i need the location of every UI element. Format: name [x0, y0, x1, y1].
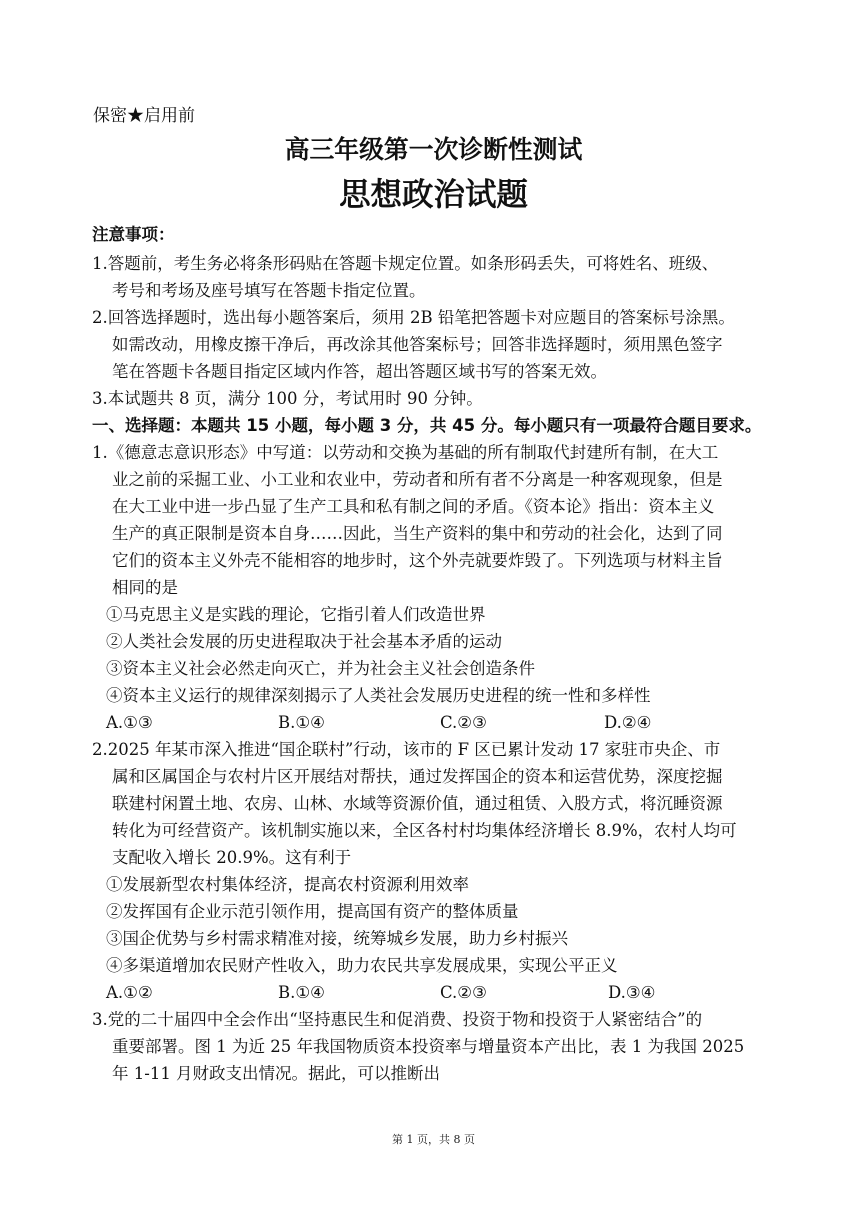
- page-number-footer: 第 1 页，共 8 页: [392, 1133, 475, 1146]
- notice-line: 如需改动，用橡皮擦干净后，再改涂其他答案标号；回答非选择题时，须用黑色签字: [112, 335, 723, 354]
- exam-title: 高三年级第一次诊断性测试: [284, 135, 583, 164]
- statement-item: ③国企优势与乡村需求精准对接，统筹城乡发展，助力乡村振兴: [106, 929, 568, 948]
- confidential-label: 保密★启用前: [93, 106, 195, 126]
- statement-item: ③资本主义社会必然走向灭亡，并为社会主义社会创造条件: [106, 659, 535, 678]
- notice-heading: 注意事项：: [92, 225, 175, 244]
- answer-option-b: B.①④: [278, 713, 325, 732]
- question-stem-line: 年 1-11 月财政支出情况。据此，可以推断出: [112, 1064, 441, 1083]
- exam-subject-title: 思想政治试题: [339, 177, 528, 213]
- statement-item: ①发展新型农村集体经济，提高农村资源利用效率: [106, 875, 469, 894]
- answer-option-d: D.③④: [608, 983, 656, 1002]
- question-stem-line: 它们的资本主义外壳不能相容的地步时，这个外壳就要炸毁了。下列选项与材料主旨: [112, 551, 723, 570]
- answer-option-d: D.②④: [604, 713, 652, 732]
- statement-item: ①马克思主义是实践的理论，它指引着人们改造世界: [106, 605, 486, 624]
- statement-item: ④多渠道增加农民财产性收入，助力农民共享发展成果，实现公平正义: [106, 956, 618, 975]
- answer-option-b: B.①④: [278, 983, 325, 1002]
- notice-line: 笔在答题卡各题目指定区域内作答，超出答题区域书写的答案无效。: [112, 362, 607, 381]
- answer-option-c: C.②③: [440, 713, 487, 732]
- question-stem-line: 属和区属国企与农村片区开展结对帮扶，通过发挥国企的资本和运营优势，深度挖掘: [112, 767, 723, 786]
- statement-item: ②人类社会发展的历史进程取决于社会基本矛盾的运动: [106, 632, 502, 651]
- question-stem-line: 2.2025 年某市深入推进“国企联村”行动，该市的 F 区已累计发动 17 家驻市央企、市: [92, 740, 721, 759]
- statement-item: ②发挥国有企业示范引领作用，提高国有资产的整体质量: [106, 902, 519, 921]
- notice-line: 2.回答选择题时，选出每小题答案后，须用 2B 铅笔把答题卡对应题目的答案标号涂黑。: [92, 308, 735, 327]
- answer-option-a: A.①②: [106, 983, 153, 1002]
- section-heading: 一、选择题：本题共 15 小题，每小题 3 分，共 45 分。每小题只有一项最符合题目要求。: [92, 416, 762, 435]
- question-stem-line: 联建村闲置土地、农房、山林、水域等资源价值，通过租赁、入股方式，将沉睡资源: [112, 794, 723, 813]
- statement-item: ④资本主义运行的规律深刻揭示了人类社会发展历史进程的统一性和多样性: [106, 686, 651, 705]
- notice-line: 1.答题前，考生务必将条形码贴在答题卡规定位置。如条形码丢失，可将姓名、班级、: [92, 254, 719, 273]
- question-stem-line: 1.《德意志意识形态》中写道：以劳动和交换为基础的所有制取代封建所有制，在大工: [92, 443, 719, 462]
- question-stem-line: 相同的是: [112, 578, 178, 597]
- notice-line: 考号和考场及座号填写在答题卡指定位置。: [112, 281, 426, 300]
- question-stem-line: 转化为可经营资产。该机制实施以来，全区各村村均集体经济增长 8.9%，农村人均可: [112, 821, 737, 840]
- notice-line: 3.本试题共 8 页，满分 100 分，考试用时 90 分钟。: [92, 389, 483, 408]
- question-stem-line: 在大工业中进一步凸显了生产工具和私有制之间的矛盾。《资本论》指出：资本主义: [112, 497, 715, 516]
- question-stem-line: 重要部署。图 1 为近 25 年我国物质资本投资率与增量资本产出比，表 1 为我国 2025: [112, 1037, 745, 1056]
- question-stem-line: 业之前的采掘工业、小工业和农业中，劳动者和所有者不分离是一种客观现象，但是: [112, 470, 723, 489]
- answer-option-c: C.②③: [440, 983, 487, 1002]
- question-stem-line: 3.党的二十届四中全会作出“坚持惠民生和促消费、投资于物和投资于人紧密结合”的: [92, 1010, 703, 1029]
- question-stem-line: 支配收入增长 20.9%。这有利于: [112, 848, 352, 867]
- question-stem-line: 生产的真正限制是资本自身……因此，当生产资料的集中和劳动的社会化，达到了同: [112, 524, 723, 543]
- answer-option-a: A.①③: [106, 713, 153, 732]
